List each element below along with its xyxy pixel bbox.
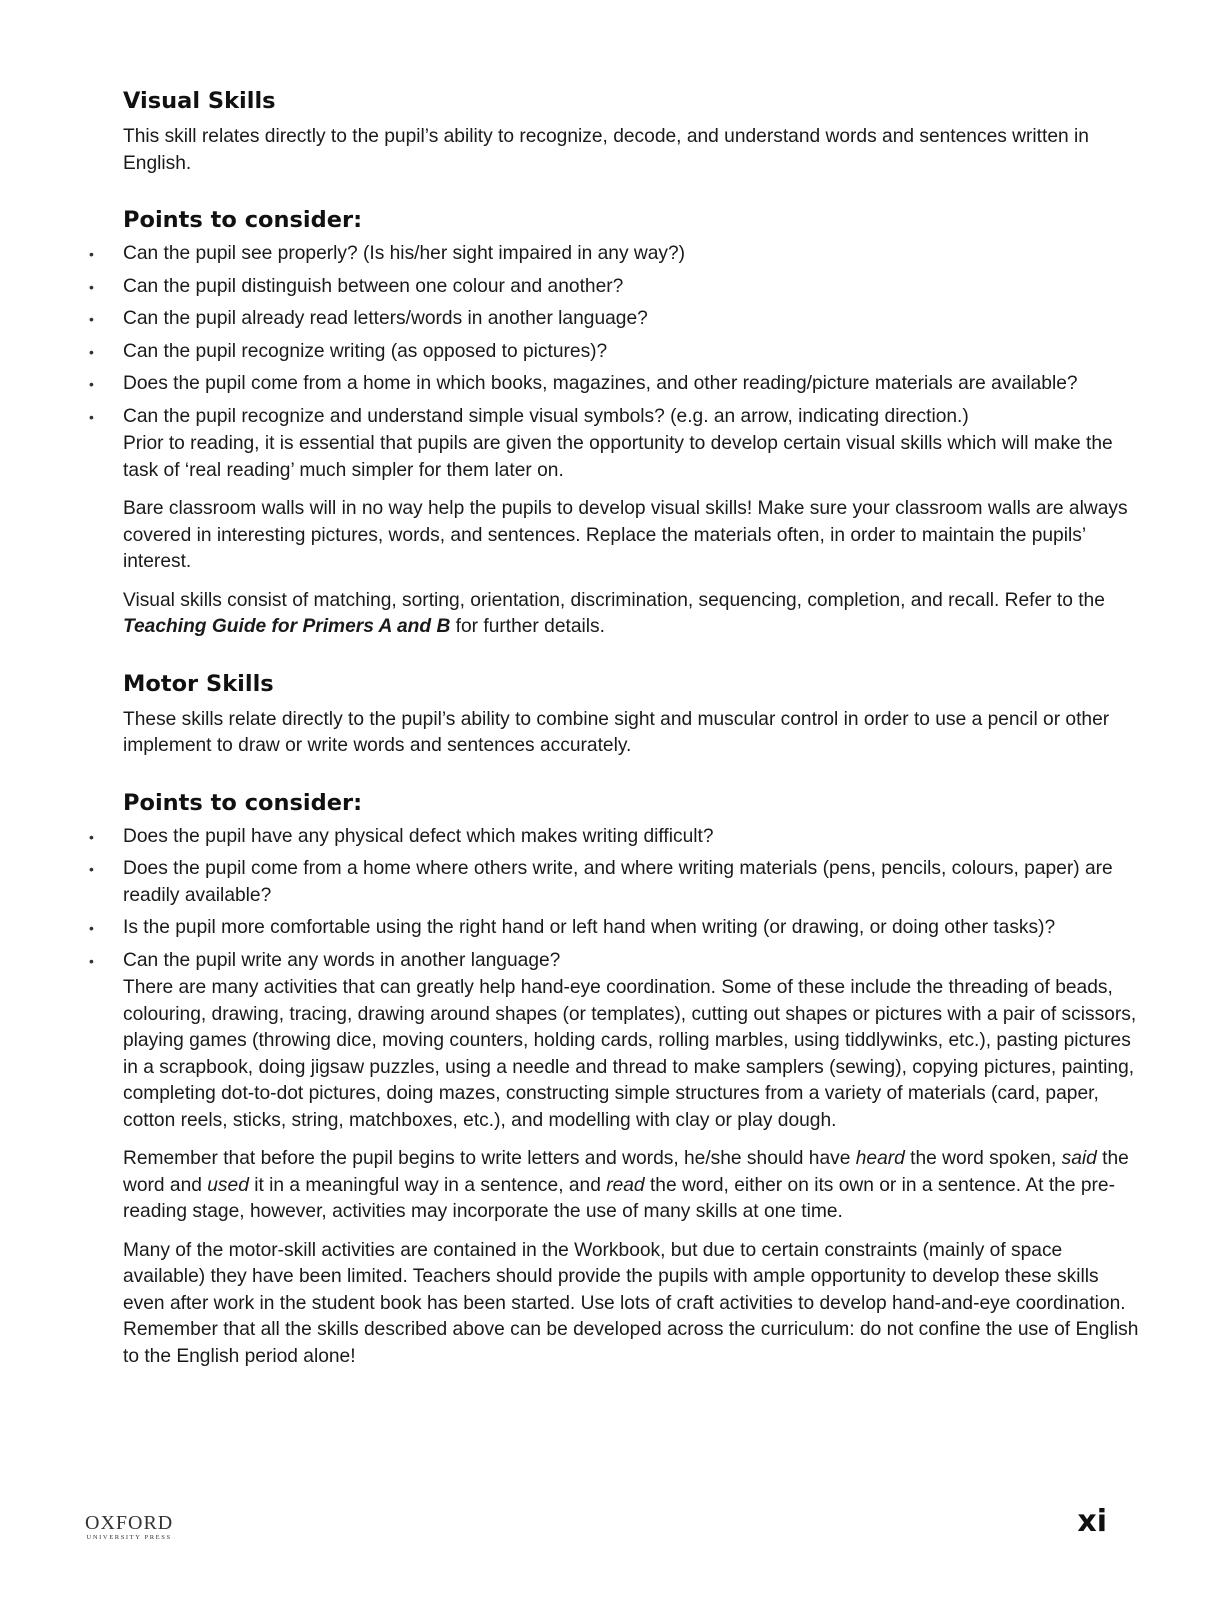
list-item: • Can the pupil write any words in another language?	[123, 948, 1143, 975]
visual-skills-intro: This skill relates directly to the pupil’s ability to recognize, decode, and understand words and sentences written in English.	[123, 126, 1089, 174]
emphasis-said: said	[1061, 1148, 1097, 1169]
visual-points-heading: Points to consider:	[123, 207, 363, 233]
list-item: • Is the pupil more comfortable using the right hand or left hand when writing (or drawing, or doing other tasks)?	[123, 915, 1143, 942]
list-item: • Does the pupil come from a home where others write, and where writing materials (pens, pencils, colours, paper) are readily available?	[123, 856, 1143, 909]
list-item: • Can the pupil already read letters/words in another language?	[123, 306, 1143, 333]
page-content	[123, 86, 1143, 1382]
paragraph-text: Visual skills consist of matching, sorting, orientation, discrimination, sequencing, completion, and recall. Refer to the	[123, 589, 1105, 611]
list-item: • Can the pupil distinguish between one colour and another?	[123, 274, 1143, 301]
list-item: • Does the pupil have any physical defect which makes writing difficult?	[123, 824, 1143, 851]
paragraph-text: Remember that before the pupil begins to write letters and words, he/she should have	[123, 1148, 856, 1169]
visual-points-list	[123, 241, 1143, 430]
visual-paragraph: Prior to reading, it is essential that pupils are given the opportunity to develop certain visual skills which will make the task of ‘real reading’ much simpler for them later on.	[123, 433, 1113, 481]
motor-paragraph: There are many activities that can greatly help hand-eye coordination. Some of these include the threading of beads, colouring, drawing, tracing, drawing around shapes (or templates), cutting out shapes or pictures with a pair of scissors, playing games (throwing dice, moving counters, holding cards, rolling marbles, using tiddlywinks, etc.), pasting pictures in a scrapbook, doing jigsaw puzzles, using a needle and thread to make samplers (sewing), copying pictures, painting, completing dot-to-dot pictures, doing mazes, constructing simple structures from a variety of materials (card, paper, cotton reels, sticks, string, matchboxes, etc.), and modelling with clay or play dough.	[123, 977, 1137, 1131]
visual-skills-heading: Visual Skills	[123, 88, 276, 114]
page-number: xi	[1077, 1504, 1107, 1539]
oxford-logo	[85, 1513, 173, 1543]
list-item: • Can the pupil recognize writing (as opposed to pictures)?	[123, 339, 1143, 366]
motor-paragraph: Many of the motor-skill activities are contained in the Workbook, but due to certain constraints (mainly of space available) they have been limited. Teachers should provide the pupils with ample opportunity to develop these skills even after work in the student book has been started. Use lots of craft activities to develop hand-and-eye coordination. Remember that all the skills described above can be developed across the curriculum: do not confine the use of English to the English period alone!	[123, 1239, 1139, 1367]
list-item: • Can the pupil recognize and understand simple visual symbols? (e.g. an arrow, indicating direction.)	[123, 404, 1143, 431]
emphasis-read: read	[606, 1174, 645, 1196]
motor-skills-heading: Motor Skills	[123, 670, 274, 697]
publisher-subtitle: UNIVERSITY PRESS	[86, 1534, 172, 1541]
emphasis-heard: heard	[855, 1148, 905, 1169]
motor-points-list	[123, 824, 1143, 975]
motor-skills-intro: These skills relate directly to the pupil’s ability to combine sight and muscular control in order to use a pencil or other implement to draw or write words and sentences accurately.	[123, 708, 1110, 756]
visual-paragraph-reference	[123, 588, 1143, 641]
paragraph-text: for further details.	[450, 616, 605, 637]
emphasis-used: used	[207, 1174, 249, 1196]
motor-paragraph-remember	[123, 1146, 1143, 1226]
publisher-name: OXFORD	[85, 1512, 174, 1534]
paragraph-text: the word spoken,	[904, 1148, 1062, 1169]
list-item: • Does the pupil come from a home in which books, magazines, and other reading/picture materials are available?	[123, 371, 1143, 398]
teaching-guide-reference: Teaching Guide for Primers A and B	[123, 616, 451, 637]
paragraph-text: the word and	[123, 1148, 1129, 1196]
list-item: • Can the pupil see properly? (Is his/her sight impaired in any way?)	[123, 241, 1143, 268]
visual-paragraph: Bare classroom walls will in no way help the pupils to develop visual skills! Make sure your classroom walls are always covered in interesting pictures, words, and sentences. Replace the materials often, in order to maintain the pupils’ interest.	[123, 498, 1128, 572]
paragraph-text: the word, either on its own or in a sentence. At the pre-reading stage, however, activities may incorporate the use of many skills at one time.	[123, 1174, 1115, 1222]
motor-points-heading: Points to consider:	[123, 789, 363, 816]
paragraph-text: it in a meaningful way in a sentence, and	[248, 1174, 607, 1196]
